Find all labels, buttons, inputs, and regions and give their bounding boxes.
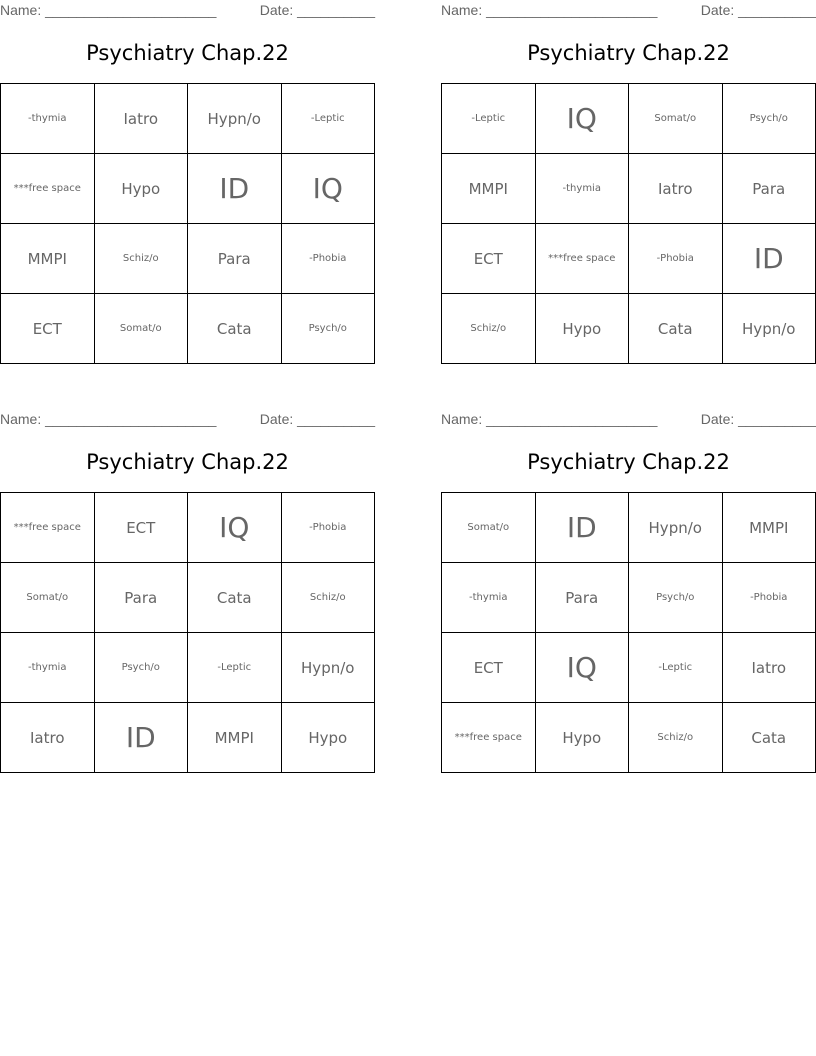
bingo-cell: -thymia bbox=[1, 84, 95, 154]
name-field: Name: ______________________ bbox=[441, 411, 658, 427]
bingo-row bbox=[1, 633, 375, 703]
bingo-row bbox=[1, 294, 375, 364]
bingo-row bbox=[442, 563, 816, 633]
bingo-cell: ***free space bbox=[1, 493, 95, 563]
card-header bbox=[441, 2, 816, 20]
bingo-cell: IQ bbox=[188, 493, 282, 563]
bingo-cell: Para bbox=[188, 224, 282, 294]
bingo-cell: Iatro bbox=[629, 154, 723, 224]
bingo-cell: ECT bbox=[442, 633, 536, 703]
bingo-cell: Hypn/o bbox=[188, 84, 282, 154]
card-title: Psychiatry Chap.22 bbox=[86, 450, 289, 474]
card-header bbox=[0, 2, 375, 20]
bingo-row bbox=[1, 224, 375, 294]
bingo-cell: Para bbox=[535, 563, 629, 633]
name-field: Name: ______________________ bbox=[0, 411, 217, 427]
bingo-cell: Hypo bbox=[94, 154, 188, 224]
bingo-cell: Cata bbox=[188, 294, 282, 364]
bingo-cell: -Leptic bbox=[188, 633, 282, 703]
bingo-cell: Para bbox=[94, 563, 188, 633]
bingo-row bbox=[442, 224, 816, 294]
bingo-cell: Somat/o bbox=[442, 493, 536, 563]
bingo-row bbox=[442, 294, 816, 364]
bingo-cell: -thymia bbox=[442, 563, 536, 633]
bingo-cell: Psych/o bbox=[94, 633, 188, 703]
bingo-cell: Somat/o bbox=[1, 563, 95, 633]
bingo-cell: ECT bbox=[1, 294, 95, 364]
bingo-row bbox=[1, 154, 375, 224]
bingo-row bbox=[442, 703, 816, 773]
bingo-cell: Schiz/o bbox=[442, 294, 536, 364]
bingo-cell: MMPI bbox=[1, 224, 95, 294]
bingo-cell: Hypo bbox=[281, 703, 375, 773]
card-title: Psychiatry Chap.22 bbox=[86, 41, 289, 65]
bingo-cell: -Phobia bbox=[722, 563, 816, 633]
bingo-cell: Iatro bbox=[94, 84, 188, 154]
bingo-cell: Schiz/o bbox=[629, 703, 723, 773]
bingo-cell: -Leptic bbox=[629, 633, 723, 703]
bingo-cell: ID bbox=[535, 493, 629, 563]
card-header bbox=[441, 411, 816, 429]
bingo-cell: Psych/o bbox=[629, 563, 723, 633]
bingo-grid bbox=[0, 83, 375, 364]
bingo-cell: Para bbox=[722, 154, 816, 224]
card-header bbox=[0, 411, 375, 429]
bingo-row bbox=[1, 703, 375, 773]
bingo-cell: -Phobia bbox=[281, 493, 375, 563]
bingo-cell: Hypn/o bbox=[722, 294, 816, 364]
bingo-cell: Cata bbox=[722, 703, 816, 773]
bingo-cell: Somat/o bbox=[94, 294, 188, 364]
bingo-row bbox=[1, 563, 375, 633]
bingo-cell: ID bbox=[188, 154, 282, 224]
bingo-cell: IQ bbox=[535, 84, 629, 154]
bingo-cell: ***free space bbox=[442, 703, 536, 773]
date-field: Date: __________ bbox=[259, 411, 375, 427]
bingo-cell: Schiz/o bbox=[281, 563, 375, 633]
bingo-row bbox=[1, 493, 375, 563]
bingo-cell: -thymia bbox=[535, 154, 629, 224]
bingo-cell: Iatro bbox=[1, 703, 95, 773]
bingo-cell: -Phobia bbox=[629, 224, 723, 294]
bingo-cell: Psych/o bbox=[722, 84, 816, 154]
bingo-cell: Hypn/o bbox=[281, 633, 375, 703]
card-title: Psychiatry Chap.22 bbox=[527, 450, 730, 474]
bingo-cell: Somat/o bbox=[629, 84, 723, 154]
bingo-cell: Hypn/o bbox=[629, 493, 723, 563]
bingo-cell: IQ bbox=[281, 154, 375, 224]
bingo-cell: ***free space bbox=[1, 154, 95, 224]
name-field: Name: ______________________ bbox=[441, 2, 658, 18]
bingo-cell: Hypo bbox=[535, 294, 629, 364]
bingo-cell: ID bbox=[94, 703, 188, 773]
bingo-cell: ECT bbox=[94, 493, 188, 563]
bingo-cell: Hypo bbox=[535, 703, 629, 773]
bingo-row bbox=[442, 84, 816, 154]
bingo-row bbox=[442, 633, 816, 703]
bingo-cell: Cata bbox=[188, 563, 282, 633]
date-field: Date: __________ bbox=[700, 2, 816, 18]
bingo-cell: IQ bbox=[535, 633, 629, 703]
date-field: Date: __________ bbox=[700, 411, 816, 427]
card-title: Psychiatry Chap.22 bbox=[527, 41, 730, 65]
bingo-cell: Schiz/o bbox=[94, 224, 188, 294]
bingo-row bbox=[1, 84, 375, 154]
bingo-cell: MMPI bbox=[722, 493, 816, 563]
bingo-cell: Iatro bbox=[722, 633, 816, 703]
bingo-cell: -Phobia bbox=[281, 224, 375, 294]
bingo-grid bbox=[441, 492, 816, 773]
bingo-cell: ID bbox=[722, 224, 816, 294]
bingo-cell: Cata bbox=[629, 294, 723, 364]
bingo-cell: ECT bbox=[442, 224, 536, 294]
bingo-cell: MMPI bbox=[442, 154, 536, 224]
bingo-cell: -Leptic bbox=[442, 84, 536, 154]
bingo-cell: Psych/o bbox=[281, 294, 375, 364]
bingo-grid bbox=[0, 492, 375, 773]
date-field: Date: __________ bbox=[259, 2, 375, 18]
bingo-cell: -Leptic bbox=[281, 84, 375, 154]
bingo-cell: MMPI bbox=[188, 703, 282, 773]
name-field: Name: ______________________ bbox=[0, 2, 217, 18]
bingo-cell: ***free space bbox=[535, 224, 629, 294]
bingo-row bbox=[442, 154, 816, 224]
bingo-cell: -thymia bbox=[1, 633, 95, 703]
bingo-grid bbox=[441, 83, 816, 364]
bingo-row bbox=[442, 493, 816, 563]
